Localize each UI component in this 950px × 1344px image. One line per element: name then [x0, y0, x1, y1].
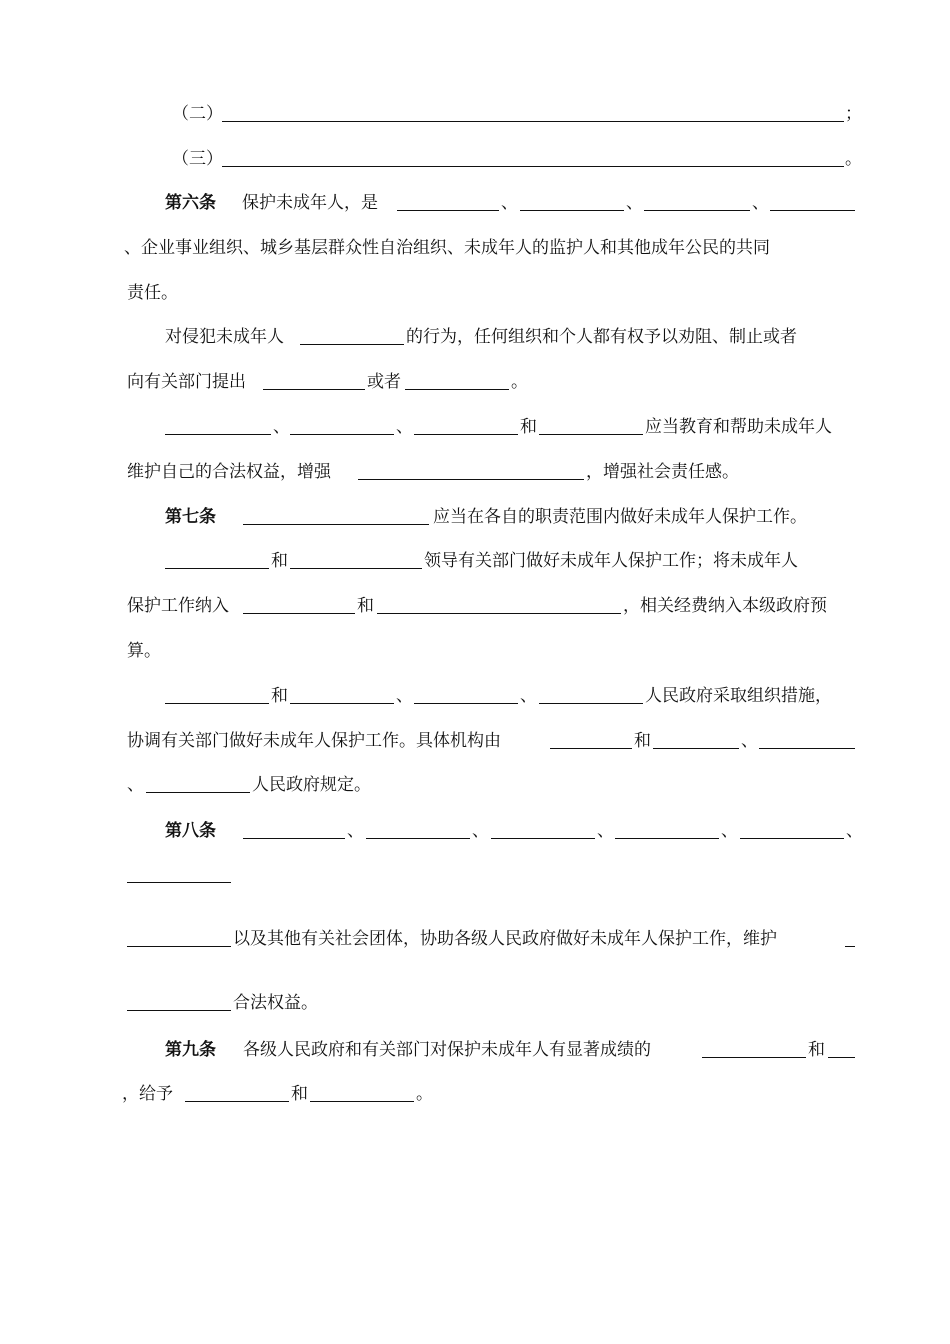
article-9-text: ，给予	[122, 1084, 173, 1104]
separator: 、	[396, 686, 413, 706]
blank	[366, 838, 470, 839]
separator: 、	[347, 821, 364, 841]
blank	[290, 434, 394, 435]
article-7-text: 人民政府规定。	[252, 775, 371, 795]
separator: 、	[626, 193, 643, 213]
article-8-title: 第八条	[165, 821, 216, 841]
article-6-text: 或者	[367, 372, 401, 392]
item-three-label: （三）	[172, 149, 223, 169]
article-9-title: 第九条	[165, 1040, 216, 1060]
blank	[702, 1057, 806, 1058]
article-6-title: 第六条	[165, 193, 216, 213]
separator: 、	[472, 821, 489, 841]
article-7-text: 领导有关部门做好未成年人保护工作；将未成年人	[424, 551, 798, 571]
blank	[300, 344, 404, 345]
blank	[653, 748, 739, 749]
blank	[397, 210, 499, 211]
article-6-text: 的行为，任何组织和个人都有权予以劝阻、制止或者	[406, 327, 797, 347]
blank	[243, 613, 355, 614]
blank	[127, 882, 231, 883]
article-9-text: 和	[291, 1084, 308, 1104]
blank	[414, 434, 518, 435]
article-6-text: 和	[520, 417, 537, 437]
separator: 、	[846, 821, 863, 841]
blank	[165, 434, 271, 435]
blank	[520, 210, 624, 211]
blank	[405, 389, 509, 390]
separator: 、	[752, 193, 769, 213]
blank	[290, 703, 394, 704]
separator: 、	[396, 417, 413, 437]
article-7-text: 应当在各自的职责范围内做好未成年人保护工作。	[433, 507, 807, 527]
blank	[539, 434, 643, 435]
separator: 、	[273, 417, 290, 437]
separator: 、	[501, 193, 518, 213]
blank	[615, 838, 719, 839]
article-6-text: 责任。	[127, 283, 178, 303]
item-three-period: 。	[845, 149, 862, 169]
blank	[539, 703, 643, 704]
article-6-text: 对侵犯未成年人	[165, 327, 284, 347]
article-6-text: 保护未成年人，是	[242, 193, 378, 213]
blank	[845, 946, 855, 947]
blank	[243, 838, 345, 839]
blank	[414, 703, 518, 704]
blank	[644, 210, 750, 211]
article-6-text: ，增强社会责任感。	[586, 462, 739, 482]
blank	[165, 703, 269, 704]
blank	[310, 1101, 414, 1102]
item-two-label: （二）	[172, 104, 223, 124]
article-7-text: 协调有关部门做好未成年人保护工作。具体机构由	[127, 731, 501, 751]
blank	[243, 524, 429, 525]
article-9-text: 各级人民政府和有关部门对保护未成年人有显著成绩的	[243, 1040, 651, 1060]
article-7-title: 第七条	[165, 507, 216, 527]
article-7-text: 和	[357, 596, 374, 616]
item-two-blank	[222, 121, 844, 122]
blank	[377, 613, 621, 614]
article-8-text: 合法权益。	[233, 993, 318, 1013]
separator: 、	[741, 731, 758, 751]
blank	[770, 210, 855, 211]
article-7-text: 和	[271, 686, 288, 706]
article-7-text: 和	[271, 551, 288, 571]
item-three-blank	[222, 166, 844, 167]
article-6-text: 维护自己的合法权益，增强	[127, 462, 331, 482]
article-6-text: 、企业事业组织、城乡基层群众性自治组织、未成年人的监护人和其他成年公民的共同	[124, 238, 770, 258]
separator: 、	[597, 821, 614, 841]
separator: 、	[520, 686, 537, 706]
article-6-text: 向有关部门提出	[127, 372, 246, 392]
article-6-text: 应当教育和帮助未成年人	[645, 417, 832, 437]
article-7-text: 和	[634, 731, 651, 751]
article-7-text: 保护工作纳入	[127, 596, 229, 616]
separator: 、	[721, 821, 738, 841]
article-9-text: 。	[416, 1084, 433, 1104]
blank	[127, 1010, 231, 1011]
article-8-text: 以及其他有关社会团体，协助各级人民政府做好未成年人保护工作，维护	[233, 929, 777, 949]
article-7-text: 算。	[127, 641, 161, 661]
blank	[185, 1101, 289, 1102]
article-7-text: ，相关经费纳入本级政府预	[623, 596, 827, 616]
blank	[290, 568, 422, 569]
article-6-text: 。	[511, 372, 528, 392]
blank	[759, 748, 855, 749]
blank	[550, 748, 632, 749]
blank	[740, 838, 844, 839]
blank	[491, 838, 595, 839]
blank	[828, 1057, 855, 1058]
separator: 、	[127, 775, 144, 795]
blank	[146, 792, 250, 793]
blank	[165, 568, 269, 569]
blank	[263, 389, 365, 390]
blank	[358, 479, 584, 480]
blank	[127, 946, 231, 947]
article-9-text: 和	[808, 1040, 825, 1060]
article-7-text: 人民政府采取组织措施，	[645, 686, 832, 706]
item-two-semicolon: ；	[845, 104, 862, 124]
